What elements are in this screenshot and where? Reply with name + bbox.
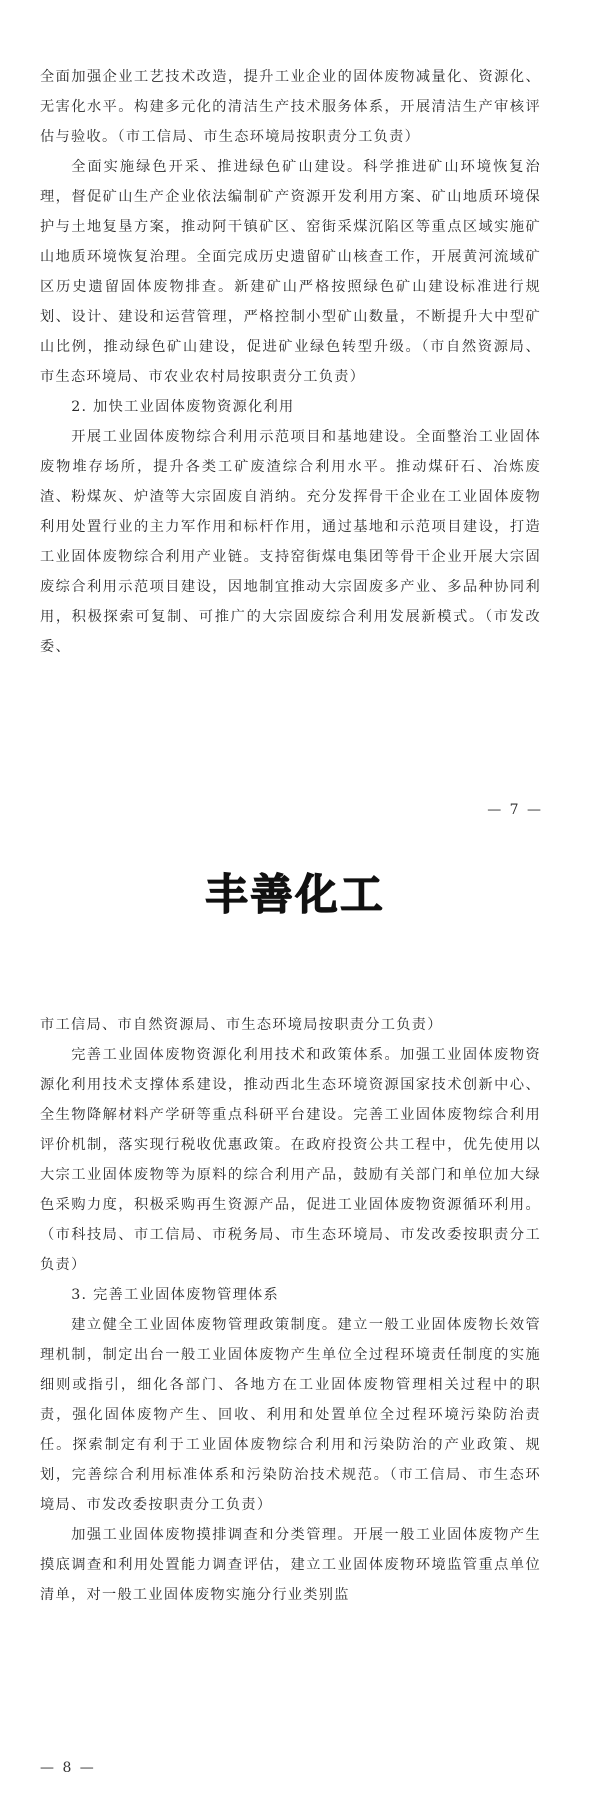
- document-page-7: [0, 62, 591, 662]
- section-heading: 3. 完善工业固体废物管理体系: [71, 1287, 280, 1303]
- section-heading: 2. 加快工业固体废物资源化利用: [71, 399, 295, 415]
- paragraph: 开展工业固体废物综合利用示范项目和基地建设。全面整治工业固体废物堆存场所，提升各类工矿废渣综合利用水平。推动煤矸石、冶炼废渣、粉煤灰、炉渣等大宗固废自消纳。充分发挥骨干企业在工业固体废物利用处置行业的主力军作用和标杆作用，通过基地和示范项目建设，打造工业固体废物综合利用产业链。支持窑街煤电集团等骨干企业开展大宗固废综合利用示范项目建设，因地制宜推动大宗固废多产业、多品种协同利用，积极探索可复制、可推广的大宗固废综合利用发展新模式。（市发改委、: [40, 429, 541, 655]
- watermark-logo: 丰善化工: [205, 870, 386, 919]
- page-number: — 7 —: [487, 802, 543, 818]
- paragraph: 全面加强企业工艺技术改造，提升工业企业的固体废物减量化、资源化、无害化水平。构建多元化的清洁生产技术服务体系，开展清洁生产审核评估与验收。（市工信局、市生态环境局按职责分工负责）: [40, 69, 541, 145]
- paragraph: 全面实施绿色开采、推进绿色矿山建设。科学推进矿山环境恢复治理，督促矿山生产企业依法编制矿产资源开发利用方案、矿山地质环境保护与土地复垦方案，推动阿干镇矿区、窑街采煤沉陷区等重点区域实施矿山地质环境恢复治理。全面完成历史遗留矿山核查工作，开展黄河流域矿区历史遗留固体废物排查。新建矿山严格按照绿色矿山建设标准进行规划、设计、建设和运营管理，严格控制小型矿山数量，不断提升大中型矿山比例，推动绿色矿山建设，促进矿业绿色转型升级。（市自然资源局、市生态环境局、市农业农村局按职责分工负责）: [40, 159, 541, 385]
- paragraph-continuation: 市工信局、市自然资源局、市生态环境局按职责分工负责）: [40, 1017, 443, 1033]
- paragraph: 完善工业固体废物资源化利用技术和政策体系。加强工业固体废物资源化利用技术支撑体系建设，推动西北生态环境资源国家技术创新中心、全生物降解材料产学研等重点科研平台建设。完善工业固体废物综合利用评价机制，落实现行税收优惠政策。在政府投资公共工程中，优先使用以大宗工业固体废物等为原料的综合利用产品，鼓励有关部门和单位加大绿色采购力度，积极采购再生资源产品，促进工业固体废物资源循环利用。（市科技局、市工信局、市税务局、市生态环境局、市发改委按职责分工负责）: [40, 1047, 541, 1273]
- document-page-8: [0, 1010, 591, 1610]
- paragraph: 加强工业固体废物摸排调查和分类管理。开展一般工业固体废物产生摸底调查和利用处置能力调查评估，建立工业固体废物环境监管重点单位清单，对一般工业固体废物实施分行业类别监: [40, 1527, 541, 1603]
- paragraph: 建立健全工业固体废物管理政策制度。建立一般工业固体废物长效管理机制，制定出台一般工业固体废物产生单位全过程环境责任制度的实施细则或指引，细化各部门、各地方在工业固体废物管理相关过程中的职责，强化固体废物产生、回收、利用和处置单位全过程环境污染防治责任。探索制定有利于工业固体废物综合利用和污染防治的产业政策、规划，完善综合利用标准体系和污染防治技术规范。（市工信局、市生态环境局、市发改委按职责分工负责）: [40, 1317, 541, 1513]
- page-number: — 8 —: [40, 1760, 96, 1776]
